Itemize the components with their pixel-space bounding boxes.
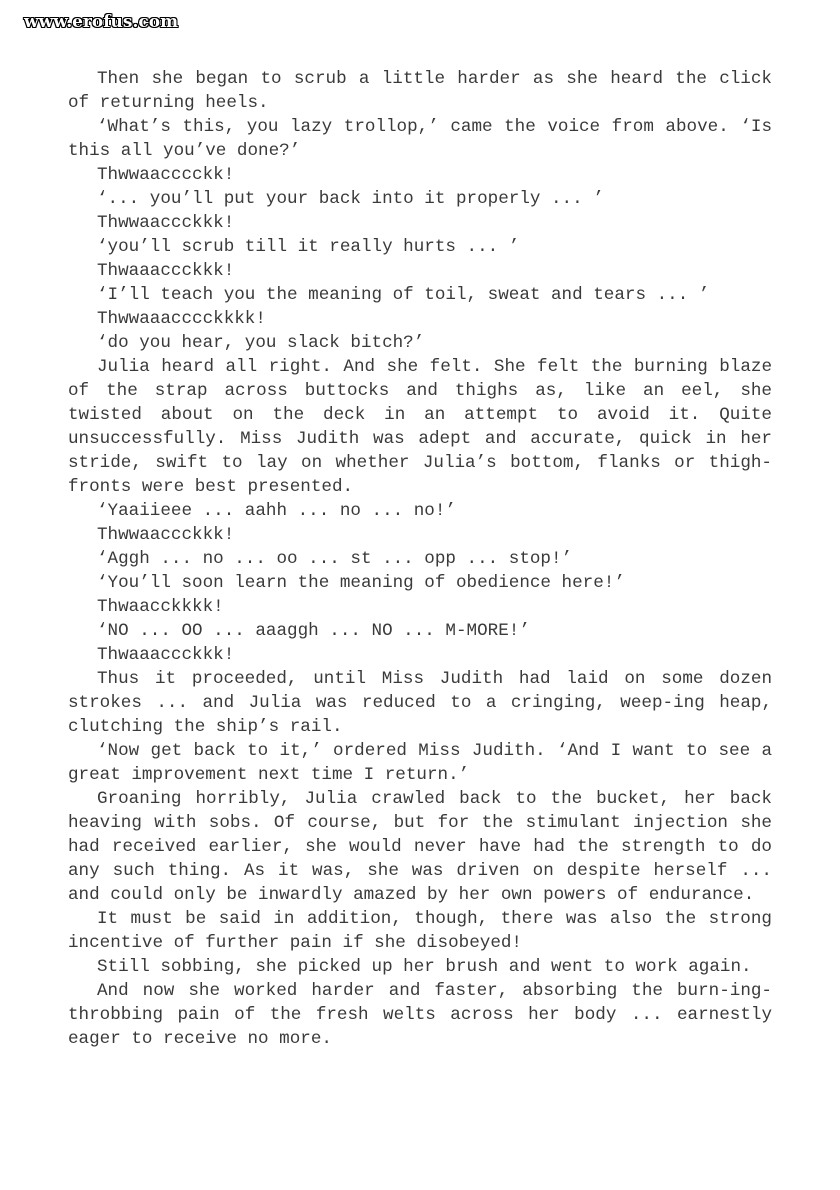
paragraph: Thwaacckkkk! bbox=[97, 597, 224, 617]
page-body bbox=[68, 67, 772, 1051]
paragraph: Thwwaaccckkk! bbox=[97, 525, 235, 545]
paragraph: ‘Yaaiieee ... aahh ... no ... no!’ bbox=[97, 501, 456, 521]
paragraph: Still sobbing, she picked up her brush and went to work again. bbox=[97, 957, 752, 977]
paragraph: Groaning horribly, Julia crawled back to the bucket, her back heaving with sobs. Of course, but for the stimulant injection she had received earlier, she would never have had the strength to do any such thing. As it was, she was driven on despite herself ... and could only be inwardly amazed by her own powers of endurance. bbox=[68, 789, 772, 905]
paragraph: Thwaaaccckkk! bbox=[97, 645, 235, 665]
paragraph: ‘What’s this, you lazy trollop,’ came the voice from above. ‘Is this all you’ve done?’ bbox=[68, 117, 772, 161]
paragraph: It must be said in addition, though, there was also the strong incentive of further pain if she disobeyed! bbox=[68, 909, 772, 953]
paragraph: And now she worked harder and faster, absorbing the burn-ing-throbbing pain of the fresh welts across her body ... earnestly eager to receive no more. bbox=[68, 981, 772, 1049]
paragraph: Thwwaaccckkk! bbox=[97, 213, 235, 233]
paragraph: Julia heard all right. And she felt. She felt the burning blaze of the strap across buttocks and thighs as, like an eel, she twisted about on the deck in an attempt to avoid it. Quite unsuccessfully. Miss Judith was adept and accurate, quick in her stride, swift to lay on whether Julia’s bottom, flanks or thigh-fronts were best presented. bbox=[68, 357, 772, 497]
paragraph: Thwaaaccckkk! bbox=[97, 261, 235, 281]
paragraph: ‘you’ll scrub till it really hurts ... ’ bbox=[97, 237, 520, 257]
paragraph: ‘You’ll soon learn the meaning of obedience here!’ bbox=[97, 573, 625, 593]
paragraph: ‘Aggh ... no ... oo ... st ... opp ... stop!’ bbox=[97, 549, 573, 569]
paragraph: ‘I’ll teach you the meaning of toil, sweat and tears ... ’ bbox=[97, 285, 710, 305]
paragraph: ‘Now get back to it,’ ordered Miss Judith. ‘And I want to see a great improvement next time I return.’ bbox=[68, 741, 772, 785]
paragraph: ‘NO ... OO ... aaaggh ... NO ... M-MORE!’ bbox=[97, 621, 530, 641]
paragraph: Then she began to scrub a little harder as she heard the click of returning heels. bbox=[68, 69, 772, 113]
paragraph: Thwwaacccckk! bbox=[97, 165, 235, 185]
paragraph: ‘... you’ll put your back into it properly ... ’ bbox=[97, 189, 604, 209]
paragraph: Thwwaaacccckkkk! bbox=[97, 309, 266, 329]
paragraph: ‘do you hear, you slack bitch?’ bbox=[97, 333, 425, 353]
watermark: www.erofus.com bbox=[24, 12, 179, 32]
paragraph: Thus it proceeded, until Miss Judith had laid on some dozen strokes ... and Julia was reduced to a cringing, weep-ing heap, clutching the ship’s rail. bbox=[68, 669, 772, 737]
